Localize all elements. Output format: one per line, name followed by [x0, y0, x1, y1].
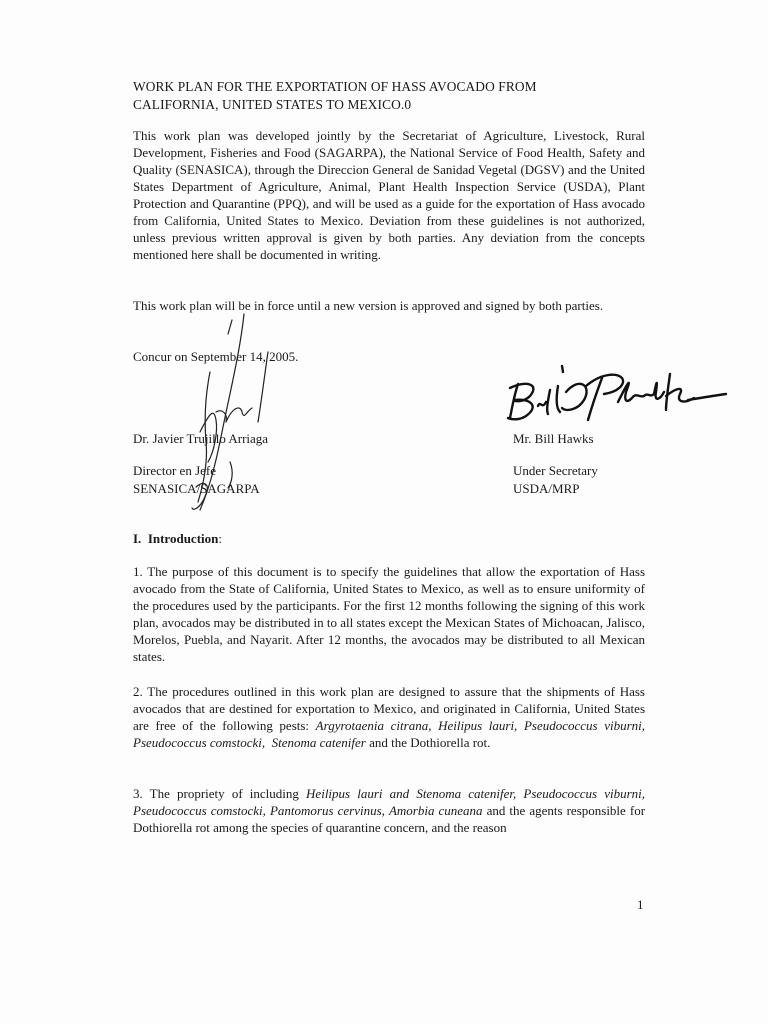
signatory-left-org: SENASICA/SAGARPA	[133, 481, 260, 496]
signatory-right-title: Under Secretary	[513, 463, 598, 478]
paragraph-2-tail: and the Dothiorella rot.	[365, 735, 491, 750]
paragraph-3-text: 3. The propriety of including	[133, 786, 307, 801]
concur-date-line: Concur on September 14, 2005.	[133, 349, 299, 364]
signatory-right-name: Mr. Bill Hawks	[513, 431, 594, 446]
document-title	[133, 78, 645, 114]
paragraph-3-tail: and the agents responsible for Dothiorella rot among the species of quarantine concern, and the reason	[133, 803, 646, 835]
pest-name: Heilipus lauri,	[438, 718, 518, 733]
title-line-2: CALIFORNIA, UNITED STATES TO MEXICO.0	[133, 97, 412, 112]
signatory-left	[133, 430, 268, 498]
pest-name: Pseudococcus viburni,	[523, 718, 646, 733]
species-name: Pseudococcus comstocki,	[133, 803, 266, 818]
section-heading-introduction	[133, 530, 222, 547]
title-line-1: WORK PLAN FOR THE EXPORTATION OF HASS AVOCADO FROM	[133, 79, 537, 94]
signatory-right	[513, 430, 598, 498]
species-name: Heilipus lauri and Stenoma catenifer,	[306, 786, 517, 801]
intro-paragraph: This work plan was developed jointly by the Secretariat of Agriculture, Livestock, Rural Development, Fisheries and Food (SAGARPA), the National Service of Food Health, Safety and Quality (SENASICA), through the Direccion General de Sanidad Vegetal (DGSV) and the United States Department of Agriculture, Animal, Plant Health Inspection Service (USDA), Plant Protection and Quarantine (PPQ), and will be used as a guide for the exportation of Hass avocado from California, United States to Mexico. Deviation from these guidelines is not authorized, unless previous written approval is given by both parties. Any deviation from the concepts mentioned here shall be documented in writing.	[133, 128, 645, 262]
paragraph-3	[133, 785, 645, 836]
paragraph-2	[133, 683, 645, 751]
paragraph-2-text: 2. The procedures outlined in this work plan are designed to assure that the shipments of Hass avocados that are destined for exportation to Mexico, and originated in California, United States are free of the following pests:	[133, 684, 645, 733]
pest-name: Stenoma catenifer	[271, 735, 366, 750]
signatory-left-name: Dr. Javier Trujillo Arriaga	[133, 431, 269, 446]
section-title: Introduction	[147, 531, 219, 546]
pest-name: Pseudococcus comstocki,	[133, 735, 266, 750]
species-name: Amorbia cuneana	[388, 803, 483, 818]
paragraph-1: 1. The purpose of this document is to specify the guidelines that allow the exportation of Hass avocado from the State of California, United States to Mexico, as well as to ensure uniformity of the procedures used by the participants. For the first 12 months following the signing of this work plan, avocados may be distributed in to all states except the Mexican States of Michoacan, Jalisco, Morelos, Puebla, and Nayarit. After 12 months, the avocados may be distributed to all Mexican states.	[133, 564, 645, 664]
species-name: Pantomorus cervinus,	[269, 803, 385, 818]
force-paragraph: This work plan will be in force until a new version is approved and signed by both parties.	[133, 298, 604, 313]
section-colon: :	[218, 531, 222, 546]
pest-name: Argyrotaenia citrana,	[315, 718, 432, 733]
page-number: 1	[637, 897, 644, 912]
species-name: Pseudococcus viburni,	[523, 786, 646, 801]
signatory-left-title: Director en Jefe	[133, 463, 217, 478]
signatory-right-org: USDA/MRP	[513, 481, 580, 496]
section-number: I.	[133, 531, 142, 546]
handwritten-signature-right	[500, 362, 730, 428]
